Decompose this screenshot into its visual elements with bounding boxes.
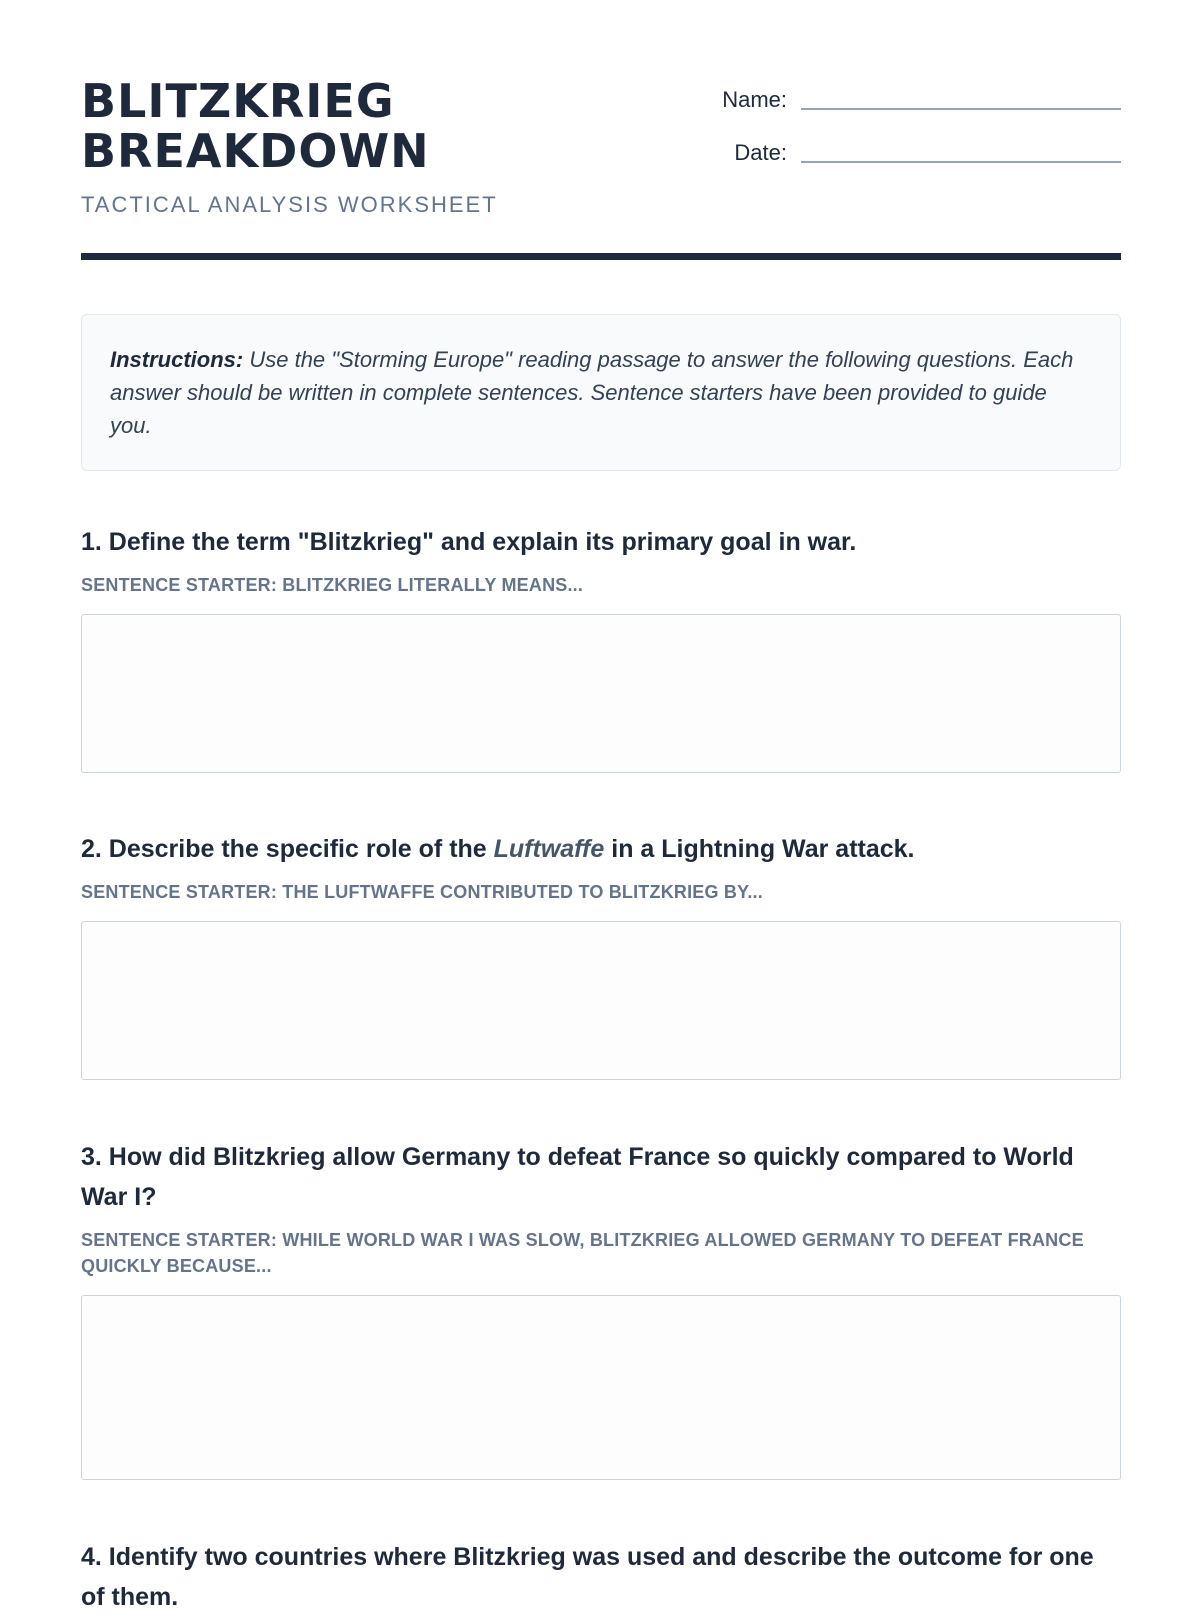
title-block	[81, 76, 498, 218]
question-2-answer-box[interactable]	[81, 921, 1121, 1080]
question-2	[81, 829, 1121, 1080]
question-2-title	[81, 829, 1121, 869]
name-label: Name:	[722, 87, 787, 112]
question-1-title: 1. Define the term "Blitzkrieg" and explain its primary goal in war.	[81, 528, 857, 556]
date-row	[701, 133, 1121, 167]
instructions-box	[81, 314, 1121, 471]
question-3	[81, 1137, 1121, 1480]
date-label: Date:	[734, 140, 787, 165]
question-4-title: 4. Identify two countries where Blitzkrieg was used and describe the outcome for one of them.	[81, 1543, 1094, 1611]
worksheet-header	[81, 0, 1121, 262]
worksheet-page	[81, 0, 1121, 1611]
question-1	[81, 522, 1121, 773]
name-field[interactable]	[801, 108, 1121, 110]
instructions-text: Use the "Storming Europe" reading passage to answer the following questions. Each answer should be written in complete sentences. Sentence starters have been provided to guide you.	[110, 347, 1074, 438]
question-3-title: 3. How did Blitzkrieg allow Germany to defeat France so quickly compared to World War I?	[81, 1143, 1074, 1211]
question-1-answer-box[interactable]	[81, 614, 1121, 773]
question-2-title-start: 2. Describe the specific role of the	[81, 835, 494, 863]
header-divider	[81, 253, 1121, 260]
question-4	[81, 1537, 1121, 1617]
question-2-title-end: in a Lightning War attack.	[604, 835, 915, 863]
question-2-title-emphasis: Luftwaffe	[493, 835, 605, 863]
question-1-starter: SENTENCE STARTER: BLITZKRIEG LITERALLY MEANS...	[81, 575, 584, 595]
question-2-starter: SENTENCE STARTER: THE LUFTWAFFE CONTRIBUTED TO BLITZKRIEG BY...	[81, 882, 763, 902]
name-row	[701, 80, 1121, 114]
question-3-answer-box[interactable]	[81, 1295, 1121, 1480]
worksheet-title-line-1: BLITZKRIEG	[81, 74, 395, 128]
instructions-lead: Instructions:	[110, 347, 244, 372]
question-3-starter: SENTENCE STARTER: WHILE WORLD WAR I WAS SLOW, BLITZKRIEG ALLOWED GERMANY TO DEFEAT FRANCE QUICKLY BECAUSE...	[81, 1230, 1084, 1276]
worksheet-title-line-2: BREAKDOWN	[81, 124, 430, 178]
date-field[interactable]	[801, 161, 1121, 163]
student-info	[701, 80, 1121, 186]
worksheet-subtitle: TACTICAL ANALYSIS WORKSHEET	[81, 192, 498, 217]
